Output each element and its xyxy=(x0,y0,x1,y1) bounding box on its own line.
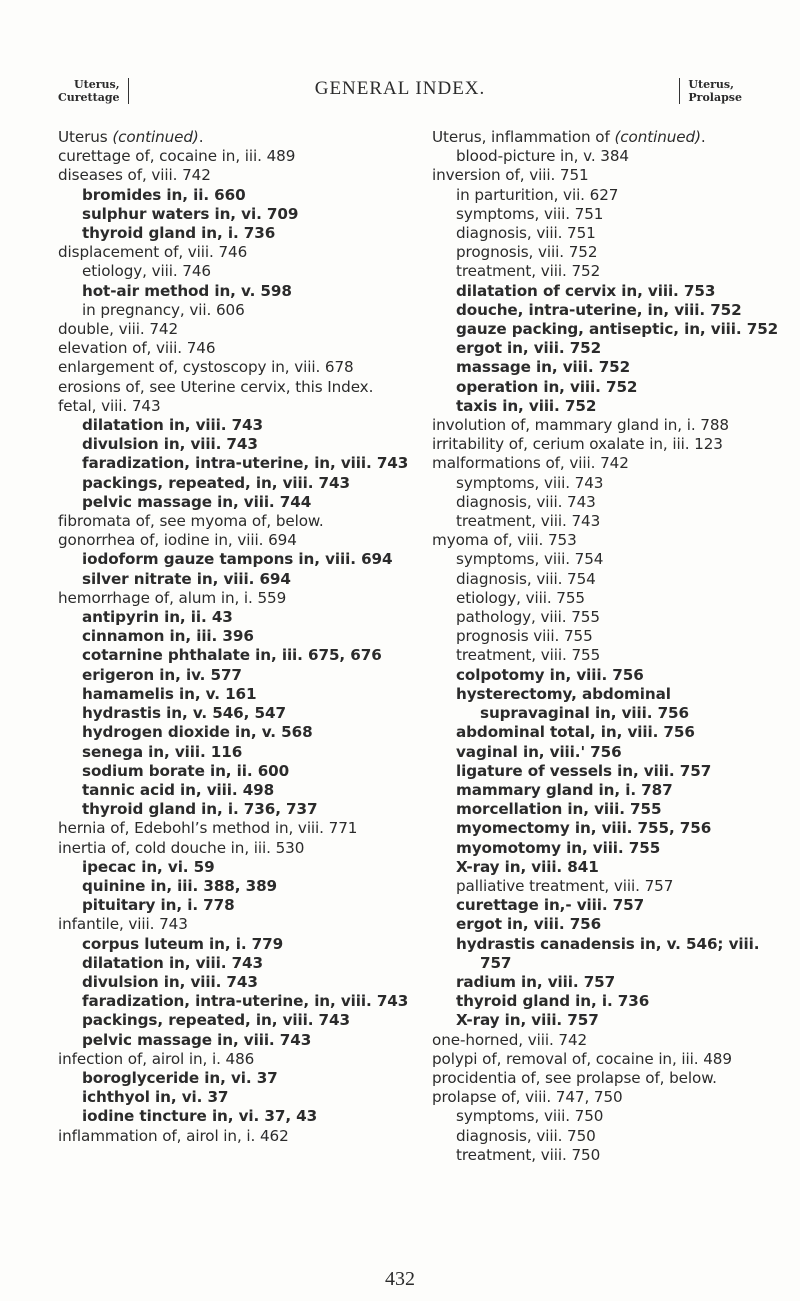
index-entry: corpus luteum in, i. 779 xyxy=(82,934,284,953)
header-title: GENERAL INDEX. xyxy=(314,78,486,99)
index-entry: pathology, viii. 755 xyxy=(456,608,600,627)
index-entry: blood-picture in, v. 384 xyxy=(456,147,629,166)
index-entry: symptoms, viii. 743 xyxy=(456,473,604,492)
index-entry: pelvic massage in, viii. 744 xyxy=(82,492,312,511)
index-entry: radium in, viii. 757 xyxy=(456,972,616,991)
index-entry: iodine tincture in, vi. 37, 43 xyxy=(82,1107,318,1126)
index-entry: prognosis, viii. 752 xyxy=(456,243,598,262)
index-entry: involution of, mammary gland in, i. 788 xyxy=(432,416,729,435)
right-heading-end: . xyxy=(700,128,706,146)
left-column-heading xyxy=(58,128,394,147)
index-entry: vaginal in, viii.' 756 xyxy=(456,742,622,761)
index-entry: symptoms, viii. 751 xyxy=(456,204,604,223)
index-entry: symptoms, viii. 750 xyxy=(456,1107,604,1126)
index-entry: massage in, viii. 752 xyxy=(456,358,631,377)
index-entry: curettage in,- viii. 757 xyxy=(456,896,645,915)
left-heading-continued: (continued) xyxy=(112,128,199,146)
index-entry: faradization, intra-uterine, in, viii. 743 xyxy=(82,992,409,1011)
index-entry: treatment, viii. 750 xyxy=(456,1145,601,1164)
index-entry: displacement of, viii. 746 xyxy=(58,243,248,262)
index-entry: infection of, airol in, i. 486 xyxy=(58,1049,255,1068)
left-column xyxy=(58,128,409,1146)
index-entry: diagnosis, viii. 751 xyxy=(456,224,596,243)
right-column-heading xyxy=(432,128,762,147)
running-header xyxy=(58,78,742,118)
index-entry: hydrogen dioxide in, v. 568 xyxy=(82,723,313,742)
index-entry: diseases of, viii. 742 xyxy=(58,166,211,185)
index-entry: in pregnancy, vii. 606 xyxy=(82,300,245,319)
index-entry: cinnamon in, iii. 396 xyxy=(82,627,254,646)
index-entry: polypi of, removal of, cocaine in, iii. 489 xyxy=(432,1049,732,1068)
index-entry: thyroid gland in, i. 736 xyxy=(82,224,276,243)
index-entry: prognosis viii. 755 xyxy=(456,627,593,646)
index-entry: hamamelis in, v. 161 xyxy=(82,684,257,703)
index-entry: inversion of, viii. 751 xyxy=(432,166,589,185)
index-entry: mammary gland in, i. 787 xyxy=(456,780,673,799)
index-entry: palliative treatment, viii. 757 xyxy=(456,876,674,895)
index-entry: bromides in, ii. 660 xyxy=(82,185,246,204)
index-entry: diagnosis, viii. 750 xyxy=(456,1126,596,1145)
index-entry: gauze packing, antiseptic, in, viii. 752 xyxy=(456,320,779,339)
left-heading-main: Uterus xyxy=(58,128,113,146)
index-entry: senega in, viii. 116 xyxy=(82,742,243,761)
index-entry: ipecac in, vi. 59 xyxy=(82,857,215,876)
index-entry: irritability of, cerium oxalate in, iii. 123 xyxy=(432,435,723,454)
index-entry: iodoform gauze tampons in, viii. 694 xyxy=(82,550,393,569)
right-heading-main: Uterus, inflammation of xyxy=(432,128,615,146)
index-entry: inflammation of, airol in, i. 462 xyxy=(58,1126,289,1145)
index-entry: infantile, viii. 743 xyxy=(58,915,188,934)
index-entry: divulsion in, viii. 743 xyxy=(82,972,258,991)
header-right-guide xyxy=(679,78,742,104)
index-entry: hemorrhage of, alum in, i. 559 xyxy=(58,588,287,607)
index-entry: faradization, intra-uterine, in, viii. 743 xyxy=(82,454,409,473)
index-entry: erosions of, see Uterine cervix, this Index. xyxy=(58,377,374,396)
index-entry: in parturition, vii. 627 xyxy=(456,185,619,204)
index-entry: enlargement of, cystoscopy in, viii. 678 xyxy=(58,358,354,377)
index-entry: symptoms, viii. 754 xyxy=(456,550,604,569)
index-entry: ergot in, viii. 752 xyxy=(456,339,602,358)
index-entry: sulphur waters in, vi. 709 xyxy=(82,204,299,223)
right-column xyxy=(432,128,779,1165)
left-heading-end: . xyxy=(198,128,204,146)
index-entry: divulsion in, viii. 743 xyxy=(82,435,258,454)
index-entry: dilatation in, viii. 743 xyxy=(82,416,263,435)
index-entry: diagnosis, viii. 743 xyxy=(456,492,596,511)
index-entry: ligature of vessels in, viii. 757 xyxy=(456,761,712,780)
index-entry: antipyrin in, ii. 43 xyxy=(82,608,233,627)
index-entry: one-horned, viii. 742 xyxy=(432,1030,588,1049)
index-entry: X-ray in, viii. 757 xyxy=(456,1011,599,1030)
index-entry: curettage of, cocaine in, iii. 489 xyxy=(58,147,296,166)
index-entry: procidentia of, see prolapse of, below. xyxy=(432,1068,717,1087)
index-entry: taxis in, viii. 752 xyxy=(456,396,597,415)
index-entry: pelvic massage in, viii. 743 xyxy=(82,1030,312,1049)
index-entry: hydrastis in, v. 546, 547 xyxy=(82,704,286,723)
index-entry: abdominal total, in, viii. 756 xyxy=(456,723,695,742)
index-entry: thyroid gland in, i. 736, 737 xyxy=(82,800,318,819)
page-number: 432 xyxy=(385,1268,415,1290)
index-entry: operation in, viii. 752 xyxy=(456,377,638,396)
index-entry: dilatation in, viii. 743 xyxy=(82,953,263,972)
index-entry: hot-air method in, v. 598 xyxy=(82,281,292,300)
index-entry: fibromata of, see myoma of, below. xyxy=(58,512,324,531)
index-entry: thyroid gland in, i. 736 xyxy=(456,992,650,1011)
index-entry: treatment, viii. 752 xyxy=(456,262,601,281)
index-entry: tannic acid in, viii. 498 xyxy=(82,780,275,799)
index-entry: morcellation in, viii. 755 xyxy=(456,800,662,819)
index-entry: boroglyceride in, vi. 37 xyxy=(82,1068,278,1087)
index-entry: gonorrhea of, iodine in, viii. 694 xyxy=(58,531,297,550)
index-entry: erigeron in, iv. 577 xyxy=(82,665,242,684)
index-entry: etiology, viii. 746 xyxy=(82,262,211,281)
header-left-bottom: Curettage xyxy=(58,91,120,104)
index-entry: fetal, viii. 743 xyxy=(58,396,161,415)
index-entry: elevation of, viii. 746 xyxy=(58,339,216,358)
index-entry: douche, intra-uterine, in, viii. 752 xyxy=(456,300,742,319)
index-entry: prolapse of, viii. 747, 750 xyxy=(432,1088,623,1107)
index-entry: colpotomy in, viii. 756 xyxy=(456,665,644,684)
index-entry: hysterectomy, abdominal supravaginal in, viii. 756 xyxy=(456,684,689,723)
index-entry: treatment, viii. 743 xyxy=(456,512,601,531)
index-entry: double, viii. 742 xyxy=(58,320,179,339)
index-entry: dilatation of cervix in, viii. 753 xyxy=(456,281,716,300)
index-entry: etiology, viii. 755 xyxy=(456,588,585,607)
index-entry: X-ray in, viii. 841 xyxy=(456,857,599,876)
index-entry: cotarnine phthalate in, iii. 675, 676 xyxy=(82,646,382,665)
index-entry: silver nitrate in, viii. 694 xyxy=(82,569,291,588)
index-entry: ergot in, viii. 756 xyxy=(456,915,602,934)
index-entry: hernia of, Edebohl’s method in, viii. 771 xyxy=(58,819,358,838)
header-left-top: Uterus, xyxy=(74,78,120,91)
left-entries xyxy=(58,147,409,1146)
index-entry: packings, repeated, in, viii. 743 xyxy=(82,1011,350,1030)
index-entry: myoma of, viii. 753 xyxy=(432,531,577,550)
index-entry: myomectomy in, viii. 755, 756 xyxy=(456,819,712,838)
index-entry: inertia of, cold douche in, iii. 530 xyxy=(58,838,305,857)
index-entry: packings, repeated, in, viii. 743 xyxy=(82,473,350,492)
index-entry: diagnosis, viii. 754 xyxy=(456,569,596,588)
index-entry: ichthyol in, vi. 37 xyxy=(82,1088,229,1107)
index-entry: hydrastis canadensis in, v. 546; viii. 757 xyxy=(456,934,760,972)
index-entry: quinine in, iii. 388, 389 xyxy=(82,876,278,895)
index-entry: sodium borate in, ii. 600 xyxy=(82,761,290,780)
index-entry: myomotomy in, viii. 755 xyxy=(456,838,661,857)
right-entries xyxy=(432,147,779,1165)
index-entry: malformations of, viii. 742 xyxy=(432,454,629,473)
header-right-bottom: Prolapse xyxy=(688,91,742,104)
right-heading-continued: (continued) xyxy=(614,128,701,146)
index-entry: treatment, viii. 755 xyxy=(456,646,601,665)
index-entry: pituitary in, i. 778 xyxy=(82,896,235,915)
header-right-top: Uterus, xyxy=(688,78,734,91)
